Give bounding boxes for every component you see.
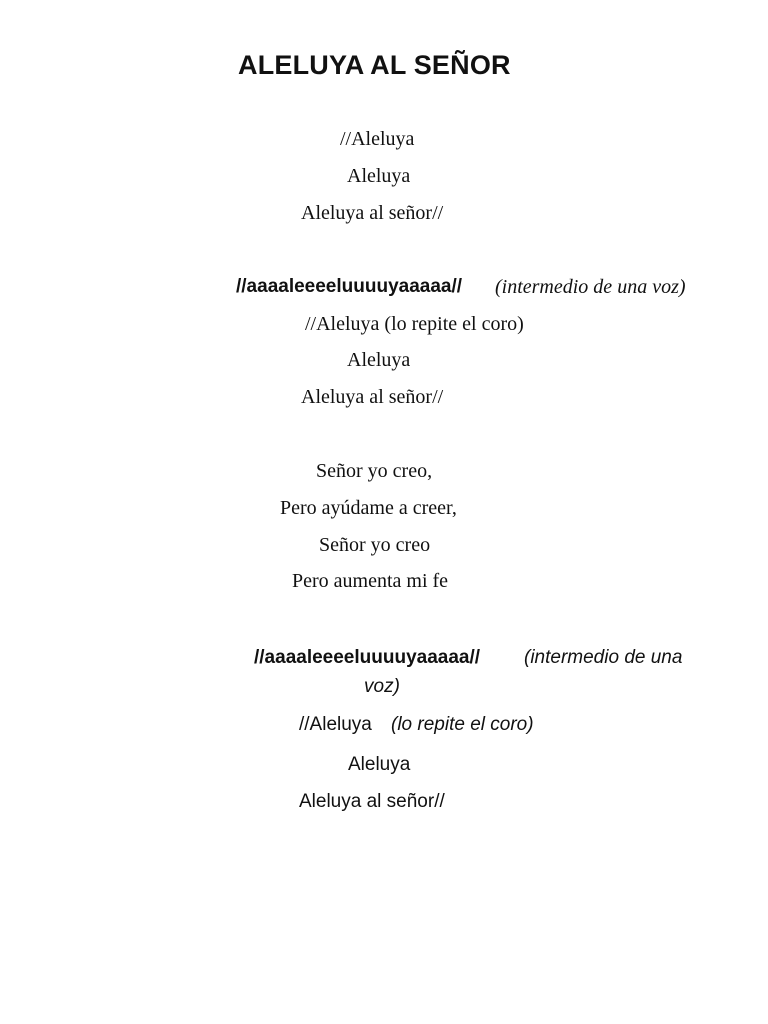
stanza2-line3: Aleluya al señor// bbox=[301, 386, 444, 408]
stanza2-solo-note: (intermedio de una voz) bbox=[495, 276, 686, 298]
stanza3-line4: Pero aumenta mi fe bbox=[292, 570, 449, 592]
stanza4-solo: //aaaaleeeeluuuuyaaaaa// bbox=[254, 647, 481, 668]
stanza4-solo-note-b: voz) bbox=[364, 676, 400, 697]
stanza2-line2: Aleluya bbox=[347, 349, 411, 371]
stanza1-line2: Aleluya bbox=[347, 165, 411, 187]
stanza1-line3: Aleluya al señor// bbox=[301, 202, 444, 224]
stanza3-line1: Señor yo creo, bbox=[316, 460, 433, 482]
stanza4-line3: Aleluya al señor// bbox=[299, 791, 445, 812]
song-title: ALELUYA AL SEÑOR bbox=[238, 50, 511, 80]
stanza3-line3: Señor yo creo bbox=[319, 534, 431, 556]
stanza4-line2: Aleluya bbox=[348, 754, 411, 775]
stanza4-line1-a: //Aleluya bbox=[299, 714, 372, 735]
stanza4-solo-note-a: (intermedio de una bbox=[524, 647, 683, 668]
stanza1-line1: //Aleluya bbox=[340, 128, 415, 150]
stanza4-line1-note: (lo repite el coro) bbox=[391, 714, 534, 735]
stanza2-line1: //Aleluya (lo repite el coro) bbox=[305, 313, 524, 335]
stanza2-solo: //aaaaleeeeluuuuyaaaaa// bbox=[236, 276, 463, 297]
stanza3-line2: Pero ayúdame a creer, bbox=[280, 497, 457, 519]
